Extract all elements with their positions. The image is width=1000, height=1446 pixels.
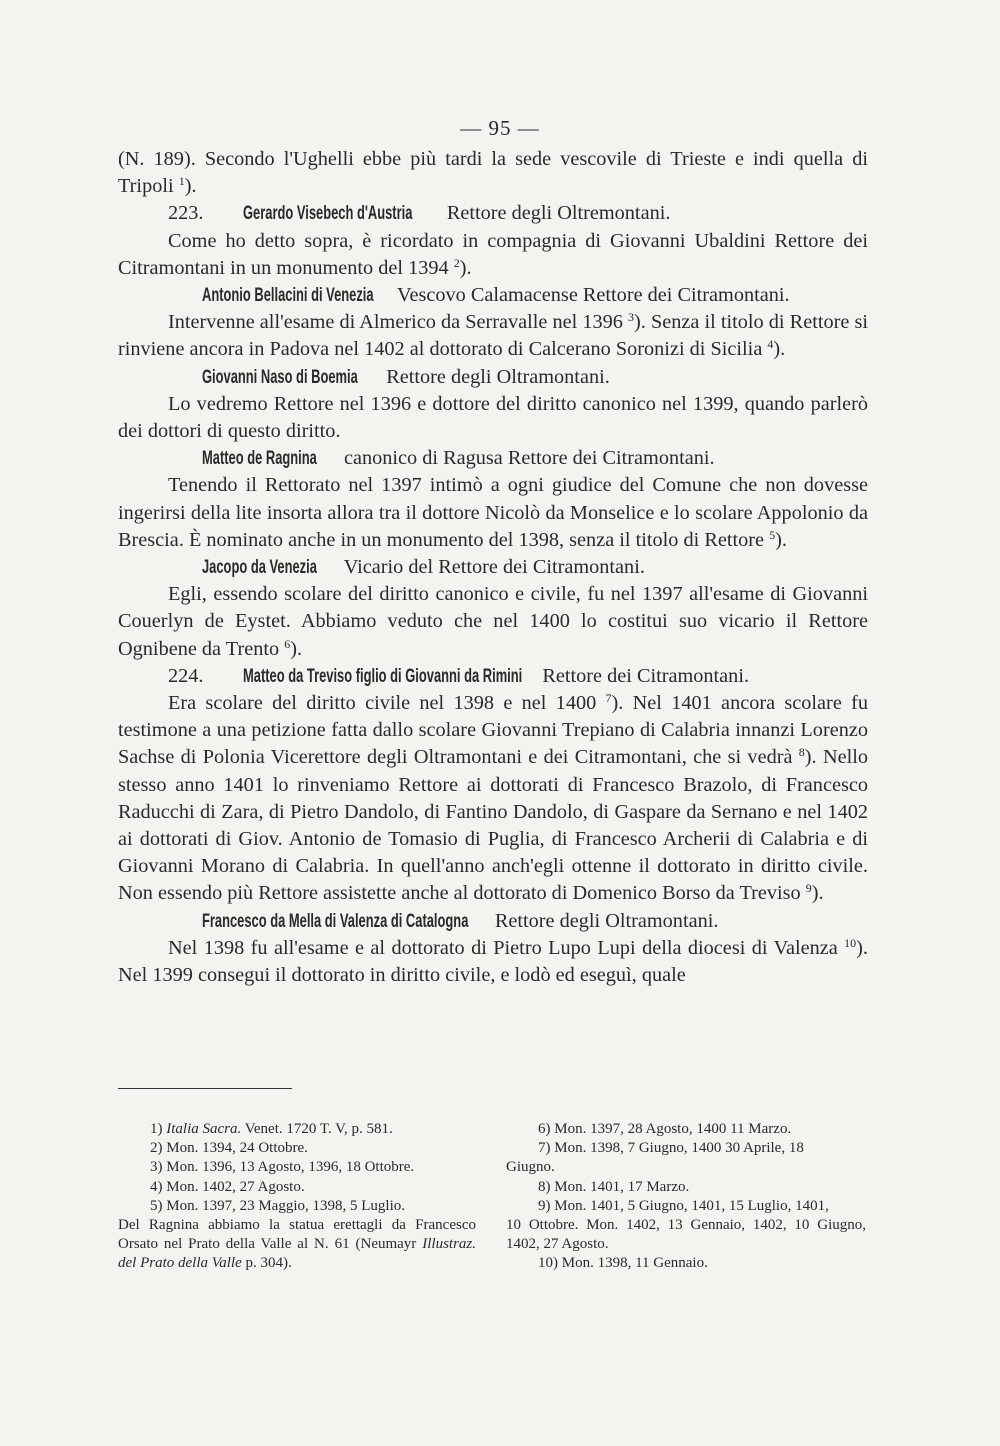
entry-heading: Matteo de Ragnina canonico di Ragusa Rettore dei Citramontani. xyxy=(118,445,868,472)
entry-heading: Antonio Bellacini di Venezia Vescovo Calamacense Rettore dei Citramontani. xyxy=(118,282,868,309)
paragraph: Lo vedremo Rettore nel 1396 e dottore del diritto canonico nel 1399, quando parlerò dei dottori di questo diritto. xyxy=(118,392,868,443)
entry-name: Matteo da Treviso figlio di Giovanni da Rimini xyxy=(242,665,522,687)
main-text xyxy=(118,146,868,989)
entry-number: 223. xyxy=(168,202,204,225)
paragraph: Nel 1398 fu all'esame e al dottorato di Pietro Lupo Lupi della diocesi di Valenza $^{10}$). Nel 1399 consegui il dottorato in diritto civile, e lodò ed eseguì, quale xyxy=(118,935,868,987)
footnote: 10) Mon. 1398, 11 Gennaio. xyxy=(538,1255,708,1272)
footnote-continuation: Del Ragnina abbiamo la statua erettagli da Francesco Orsato nel Prato della Valle al N. 61 (Neumayr Illustraz. del Prato della Valle p. 304). xyxy=(118,1217,476,1272)
entry-name: Gerardo Visebech d'Austria xyxy=(242,203,413,225)
entry-name: Giovanni Naso di Boemia xyxy=(202,366,358,388)
paragraph: Come ho detto sopra, è ricordato in compagnia di Giovanni Ubaldini Rettore dei Citramontani in un monumento del 1394 $^2$). xyxy=(118,229,868,279)
footnote: 6) Mon. 1397, 28 Agosto, 1400 11 Marzo. xyxy=(538,1121,792,1137)
footnote: 9) Mon. 1401, 5 Giugno, 1401, 15 Luglio, 1401, xyxy=(538,1197,829,1214)
page-number: — 95 — xyxy=(460,116,540,140)
entry-name: Matteo de Ragnina xyxy=(202,448,317,470)
entry-heading: Jacopo da Venezia Vicario del Rettore dei Citramontani. xyxy=(118,554,868,581)
entry-name: Antonio Bellacini di Venezia xyxy=(202,285,374,307)
entry-heading: Francesco da Mella di Valenza di Catalogna Rettore degli Oltramontani. xyxy=(118,908,868,935)
footnote: 3) Mon. 1396, 13 Agosto, 1396, 18 Ottobre. xyxy=(150,1159,415,1176)
entry-heading: 223. Gerardo Visebech d'Austria Rettore degli Oltremontani. xyxy=(118,200,868,227)
paragraph: (N. 189). Secondo l'Ughelli ebbe più tardi la sede vescovile di Trieste e indi quella di Tripoli $^1$). xyxy=(118,148,868,198)
footnote: 2) Mon. 1394, 24 Ottobre. xyxy=(150,1140,308,1157)
footnote: 1) Italia Sacra. Venet. 1720 T. V, p. 581. xyxy=(150,1121,393,1137)
paragraph: Era scolare del diritto civile nel 1398 e nel 1400 $^7$). Nel 1401 ancora scolare fu testimone a una petizione fatta dallo scolare Giovanni Trepiano di Calabria innanzi Lorenzo Sachse di Polonia Vicerettore degli Oltramontani e dei Citramontani, che si vedrà $^8$). Nello stesso anno 1401 lo rinveniamo Rettore ai dottorati di Francesco Brazolo, di Francesco Raducchi di Zara, di Pietro Dandolo, di Fantino Dandolo, di Gaspare da Sernano e nel 1402 ai dottorati di Giov. Antonio de Tomasio di Puglia, di Francesco Archerii di Calabria e di Giovanni Morano di Calabria. In quell'anno anch'egli ottenne il dottorato in diritto civile. Non essendo più Rettore assistette anche al dottorato di Domenico Borso da Treviso $^9$). xyxy=(118,691,868,905)
footnotes-right xyxy=(506,1120,866,1274)
paragraph: Egli, essendo scolare del diritto canonico e civile, fu nel 1397 all'esame di Giovanni Couerlyn de Eystet. Abbiamo veduto che nel 1400 lo costitui suo vicario il Rettore Ognibene da Trento $^6$). xyxy=(118,583,868,660)
footnote-continuation: 10 Ottobre. Mon. 1402, 13 Gennaio, 1402, 10 Giugno, 1402, 27 Agosto. xyxy=(506,1217,866,1253)
entry-name: Francesco da Mella di Valenza di Catalogna xyxy=(202,910,469,932)
footnote: 5) Mon. 1397, 23 Maggio, 1398, 5 Luglio. xyxy=(150,1197,405,1214)
footnote-continuation: Giugno. xyxy=(506,1159,555,1176)
footnote-separator xyxy=(118,1088,292,1089)
entry-name: Jacopo da Venezia xyxy=(202,557,317,579)
footnote: 7) Mon. 1398, 7 Giugno, 1400 30 Aprile, 18 xyxy=(538,1140,804,1157)
entry-heading: Giovanni Naso di Boemia Rettore degli Oltramontani. xyxy=(118,364,868,391)
footnote: 4) Mon. 1402, 27 Agosto. xyxy=(150,1178,305,1195)
footnote: 8) Mon. 1401, 17 Marzo. xyxy=(538,1178,690,1195)
footnotes-left xyxy=(118,1120,476,1274)
paragraph: Intervenne all'esame di Almerico da Serravalle nel 1396 $^3$). Senza il titolo di Rettore si rinviene ancora in Padova nel 1402 al dottorato di Calcerano Soronizi di Sicilia $^4$). xyxy=(118,310,868,361)
entry-heading: 224. Matteo da Treviso figlio di Giovanni da Rimini Rettore dei Citramontani. xyxy=(118,663,868,690)
paragraph: Tenendo il Rettorato nel 1397 intimò a ogni giudice del Comune che non dovesse ingerirsi della lite insorta allora tra il dottore Nicolò da Monselice e lo scolare Appolonio da Brescia. È nominato anche in un monumento del 1398, senza il titolo di Rettore $^5$). xyxy=(118,474,868,551)
entry-number: 224. xyxy=(168,664,204,687)
